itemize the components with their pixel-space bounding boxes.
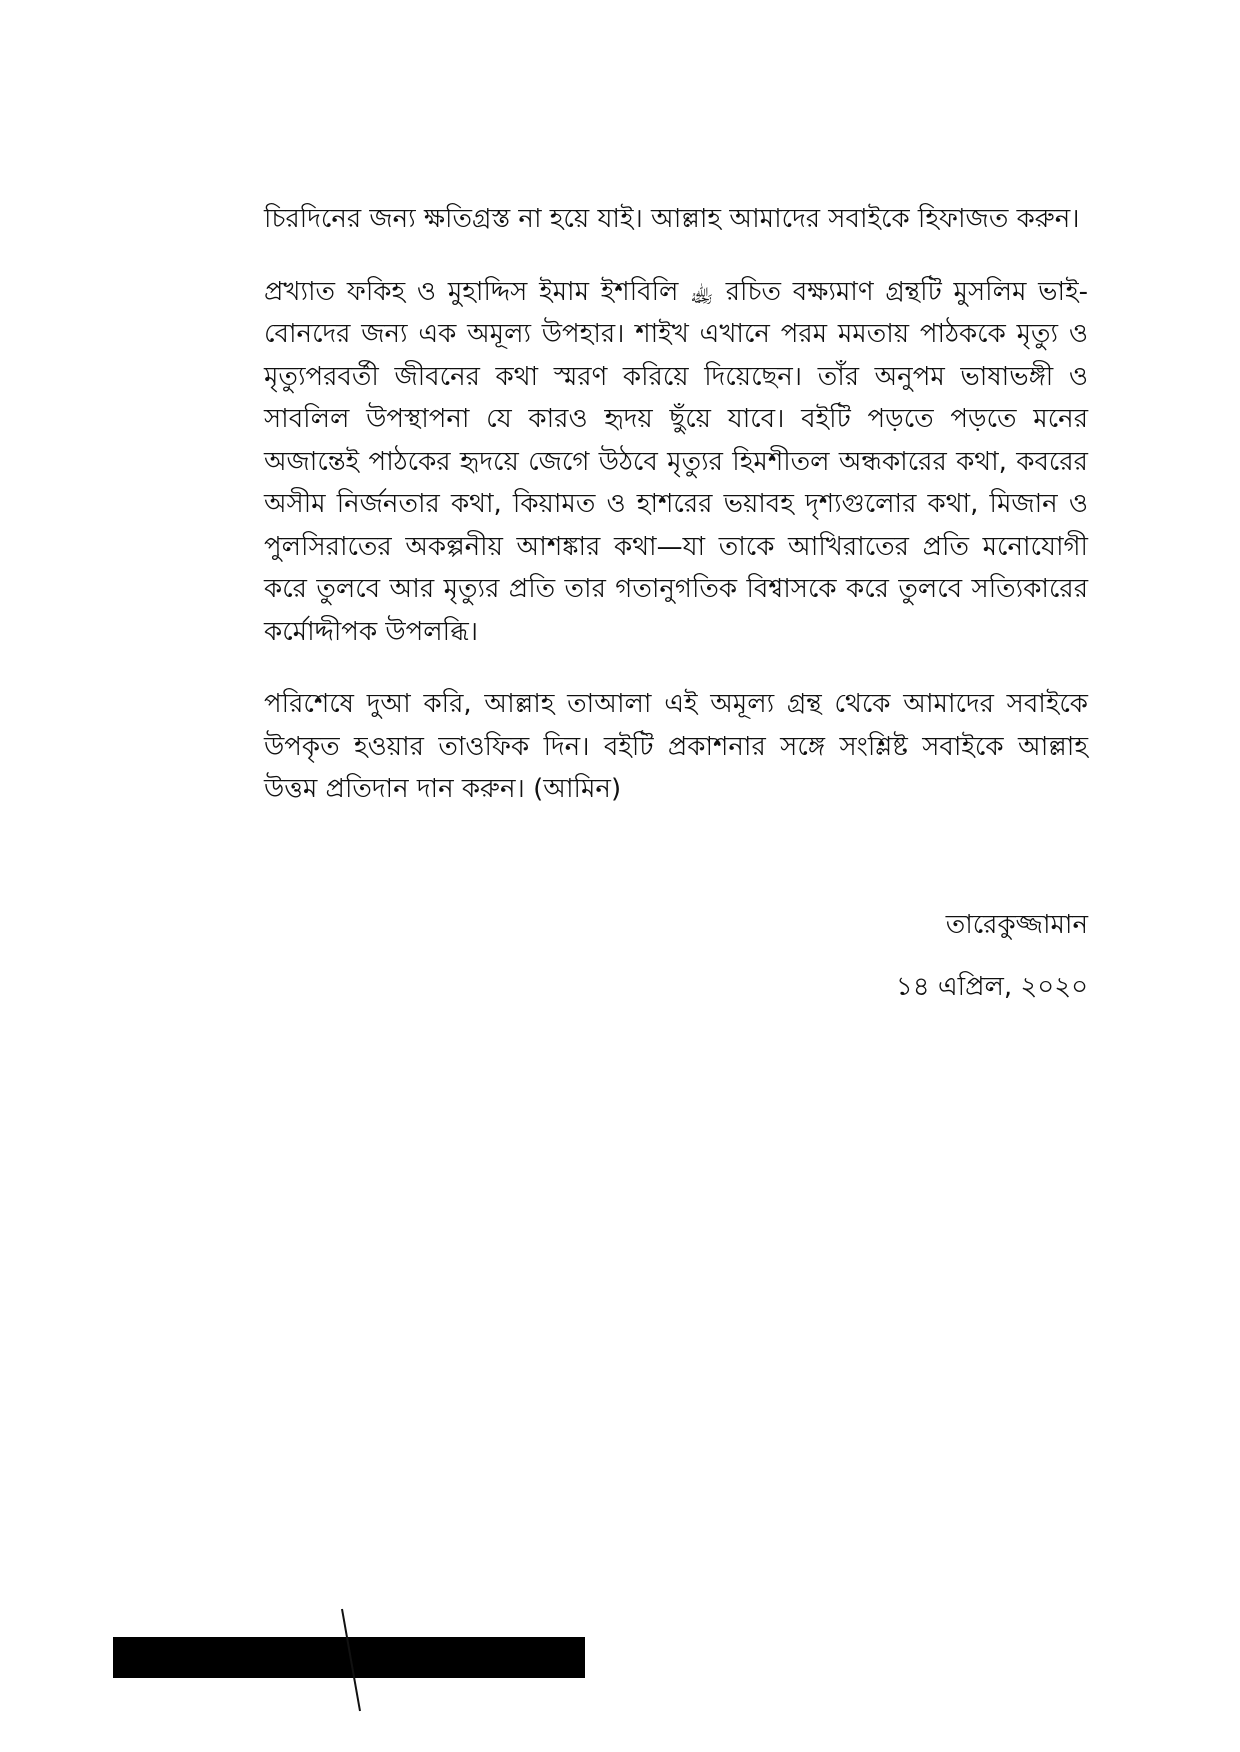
slash-mark-icon (330, 1607, 370, 1713)
author-name: তারেকুজ্জামান (945, 910, 1088, 940)
body-text (264, 198, 1088, 841)
paragraph-book-description: প্রখ্যাত ফকিহ ও মুহাদ্দিস ইমাম ইশবিলি ﵀ রচিত বক্ষ্যমাণ গ্রন্থটি মুসলিম ভাই-বোনদের জন্য এক অমূল্য উপহার। শাইখ এখানে পরম মমতায় পাঠককে মৃত্যু ও মৃত্যুপরবর্তী জীবনের কথা স্মরণ করিয়ে দিয়েছেন। তাঁর অনুপম ভাষাভঙ্গী ও সাবলিল উপস্থাপনা যে কারও হৃদয় ছুঁয়ে যাবে। বইটি পড়তে পড়তে মনের অজান্তেই পাঠকের হৃদয়ে জেগে উঠবে মৃত্যুর হিমশীতল অন্ধকারের কথা, কবরের অসীম নির্জনতার কথা, কিয়ামত ও হাশরের ভয়াবহ দৃশ্যগুলোর কথা, মিজান ও পুলসিরাতের অকল্পনীয় আশঙ্কার কথা—যা তাকে আখিরাতের প্রতি মনোযোগী করে তুলবে আর মৃত্যুর প্রতি তার গতানুগতিক বিশ্বাসকে করে তুলবে সত্যিকারের কর্মোদ্দীপক উপলব্ধি। (264, 276, 1088, 647)
paragraph-closing-prayer: পরিশেষে দুআ করি, আল্লাহ তাআলা এই অমূল্য গ্রন্থ থেকে আমাদের সবাইকে উপকৃত হওয়ার তাওফিক দিন। বইটি প্রকাশনার সঙ্গে সংশ্লিষ্ট সবাইকে আল্লাহ উত্তম প্রতিদান দান করুন। (আমিন) (264, 689, 1088, 804)
signature-date: ১৪ এপ্রিল, ২০২০ (895, 972, 1088, 1002)
signature-block (896, 904, 1088, 1028)
paragraph-continuation: চিরদিনের জন্য ক্ষতিগ্রস্ত না হয়ে যাই। আল্লাহ আমাদের সবাইকে হিফাজত করুন। (264, 204, 1080, 234)
